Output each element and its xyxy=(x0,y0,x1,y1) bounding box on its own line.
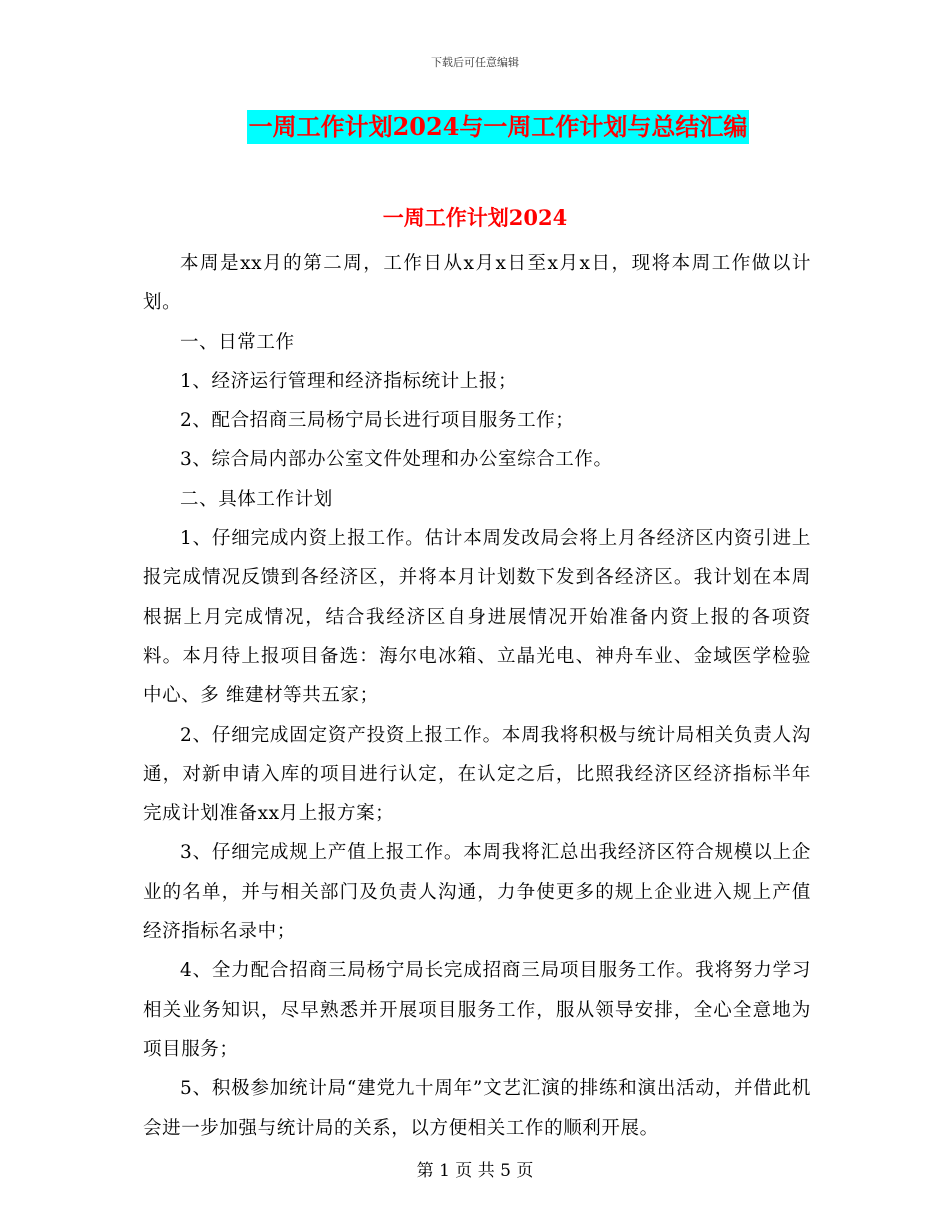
paragraph-plan-item-4: 4、全力配合招商三局杨宁局长完成招商三局项目服务工作。我将努力学习相关业务知识，尽早熟悉并开展项目服务工作，服从领导安排，全心全意地为项目服务； xyxy=(143,960,811,1060)
paragraph-plan-item-5: 5、积极参加统计局“建党九十周年”文艺汇演的排练和演出活动，并借此机会进一步加强与统计局的关系，以方便相关工作的顺利开展。 xyxy=(143,1078,811,1139)
paragraph-plan-item-2: 2、仔细完成固定资产投资上报工作。本周我将积极与统计局相关负责人沟通，对新申请入库的项目进行认定，在认定之后，比照我经济区经济指标半年完成计划准备xx月上报方案； xyxy=(143,724,811,825)
paragraph-daily-item-1: 1、经济运行管理和经济指标统计上报； xyxy=(180,370,518,392)
document-body xyxy=(143,244,811,1148)
paragraph-daily-item-3: 3、综合局内部办公室文件处理和办公室综合工作。 xyxy=(180,449,613,471)
heading-daily-work: 一、日常工作 xyxy=(180,331,295,353)
page-header: 下载后可任意编辑 xyxy=(431,56,519,69)
heading-specific-plan: 二、具体工作计划 xyxy=(180,488,333,510)
paragraph-intro: 本周是xx月的第二周，工作日从x月x日至x月x日，现将本周工作做以计划。 xyxy=(143,253,811,314)
paragraph-plan-item-3: 3、仔细完成规上产值上报工作。本周我将汇总出我经济区符合规模以上企业的名单，并与相关部门及负责人沟通，力争使更多的规上企业进入规上产值经济指标名录中； xyxy=(143,842,811,943)
title-container xyxy=(0,110,950,144)
paragraph-plan-item-1: 1、仔细完成内资上报工作。估计本周发改局会将上月各经济区内资引进上报完成情况反馈到各经济区，并将本月计划数下发到各经济区。我计划在本周根据上月完成情况，结合我经济区自身进展情况开始准备内资上报的各项资料。本月待上报项目备选：海尔电冰箱、立晶光电、神舟车业、金域医学检验中心、多 维建材等共五家； xyxy=(143,528,811,707)
page-footer: 第 1 页 共 5 页 xyxy=(416,1161,534,1181)
document-title: 一周工作计划2024与一周工作计划与总结汇编 xyxy=(247,110,750,144)
section-title: 一周工作计划2024 xyxy=(382,205,568,230)
paragraph-daily-item-2: 2、配合招商三局杨宁局长进行项目服务工作； xyxy=(180,410,575,432)
